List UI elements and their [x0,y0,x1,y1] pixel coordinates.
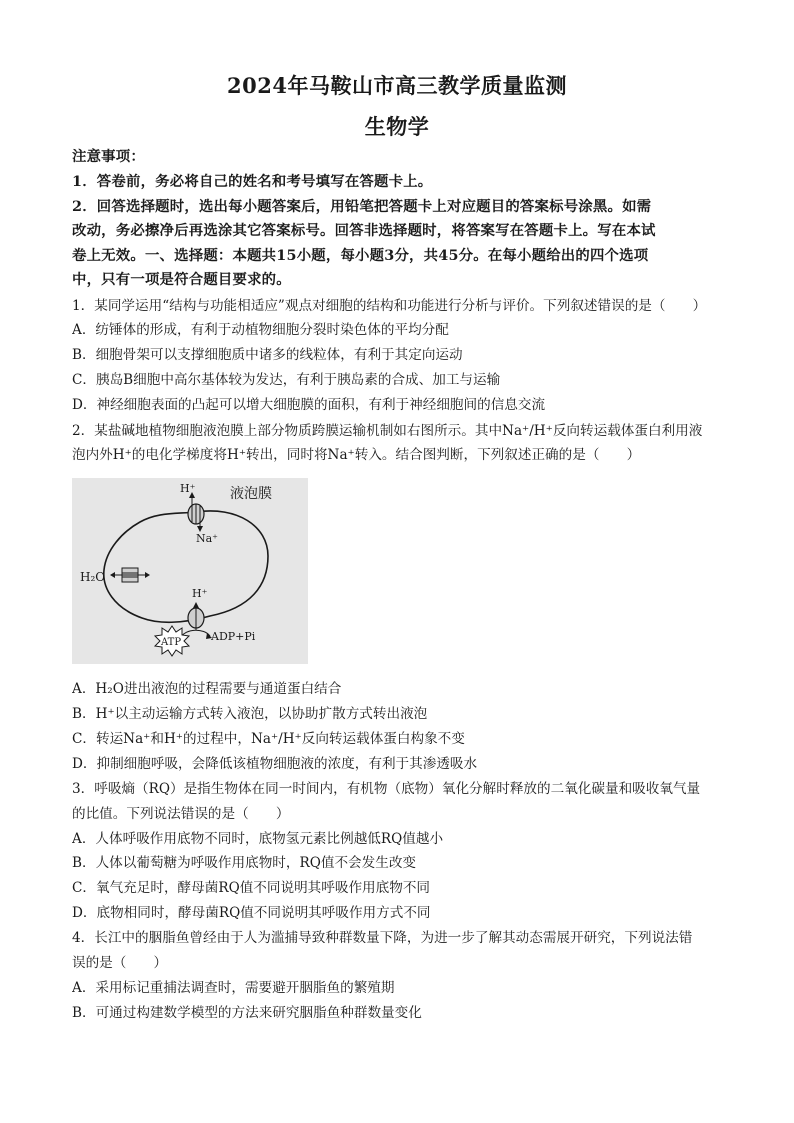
q1-option-a: A．纺锤体的形成，有利于动植物细胞分裂时染色体的平均分配 [72,322,449,338]
q2-option-b: B．H⁺以主动运输方式转入液泡，以协助扩散方式转出液泡 [72,706,428,722]
adp-label: ADP+Pi [211,630,256,643]
q2-stem-line-2: 泡内外H⁺的电化学梯度将H⁺转出，同时将Na⁺转入。结合图判断，下列叙述正确的是（ ） [72,447,641,463]
q2-option-d: D．抑制细胞呼吸，会降低该植物细胞液的浓度，有利于其渗透吸水 [72,756,478,772]
q3-stem-line-2: 的比值。下列说法错误的是（ ） [72,806,290,822]
q1-option-b: B．细胞骨架可以支撑细胞质中诸多的线粒体，有利于其定向运动 [72,347,463,363]
vacuole-membrane-outline [104,511,268,622]
q3-option-b: B．人体以葡萄糖为呼吸作用底物时，RQ值不会发生改变 [72,855,417,871]
q2-option-a: A．H₂O进出液泡的过程需要与通道蛋白结合 [72,681,342,697]
membrane-label: 液泡膜 [230,486,272,502]
na-label: Na⁺ [196,532,218,545]
h-bottom-label: H⁺ [192,587,208,600]
vacuole-membrane-figure [72,478,308,664]
notice-item-1: 1．答卷前，务必将自己的姓名和考号填写在答题卡上。 [72,173,433,190]
notice-item-2-line-4: 中，只有一项是符合题目要求的。 [72,271,291,288]
q3-stem-line-1: 3．呼吸熵（RQ）是指生物体在同一时间内，有机物（底物）氧化分解时释放的二氧化碳量和吸收氧气量 [72,781,701,797]
notice-heading: 注意事项： [72,148,145,165]
q3-option-a: A．人体呼吸作用底物不同时，底物氢元素比例越低RQ值越小 [72,831,444,847]
q1-option-c: C．胰岛B细胞中高尔基体较为发达，有利于胰岛素的合成、加工与运输 [72,372,501,388]
aquaporin-channel-icon [110,568,150,582]
h2o-label: H₂O [80,570,106,584]
q3-option-d: D．底物相同时，酵母菌RQ值不同说明其呼吸作用方式不同 [72,905,431,921]
q1-option-d: D．神经细胞表面的凸起可以增大细胞膜的面积，有利于神经细胞间的信息交流 [72,397,546,413]
notice-item-2-line-1: 2．回答选择题时，选出每小题答案后，用铅笔把答题卡上对应题目的答案标号涂黑。如需 [72,198,652,215]
q3-option-c: C．氧气充足时，酵母菌RQ值不同说明其呼吸作用底物不同 [72,880,431,896]
h-top-label: H⁺ [180,482,196,495]
q4-option-b: B．可通过构建数学模型的方法来研究胭脂鱼种群数量变化 [72,1005,422,1021]
atp-label: ATP [161,637,182,648]
q2-option-c: C．转运Na⁺和H⁺的过程中，Na⁺/H⁺反向转运载体蛋白构象不变 [72,731,465,747]
notice-item-2-line-3: 卷上无效。一、选择题：本题共15小题，每小题3分，共45分。在每小题给出的四个选项 [72,247,649,264]
exam-title: 2024年马鞍山市高三教学质量监测 [227,73,567,98]
q1-stem: 1．某同学运用“结构与功能相适应”观点对细胞的结构和功能进行分析与评价。下列叙述错误的是（ ） [72,298,707,314]
na-h-antiporter-icon [188,492,204,532]
q4-stem-line-1: 4．长江中的胭脂鱼曾经由于人为滥捕导致种群数量下降，为进一步了解其动态需展开研究，下列说法错 [72,930,693,946]
proton-pump-icon [180,602,212,639]
q4-option-a: A．采用标记重捕法调查时，需要避开胭脂鱼的繁殖期 [72,980,395,996]
notice-item-2-line-2: 改动，务必擦净后再选涂其它答案标号。回答非选择题时，将答案写在答题卡上。写在本试 [72,222,656,239]
q2-stem-line-1: 2．某盐碱地植物细胞液泡膜上部分物质跨膜运输机制如右图所示。其中Na⁺/H⁺反向转运载体蛋白利用液 [72,423,703,439]
subject-title: 生物学 [364,114,430,139]
q4-stem-line-2: 误的是（ ） [72,955,168,971]
